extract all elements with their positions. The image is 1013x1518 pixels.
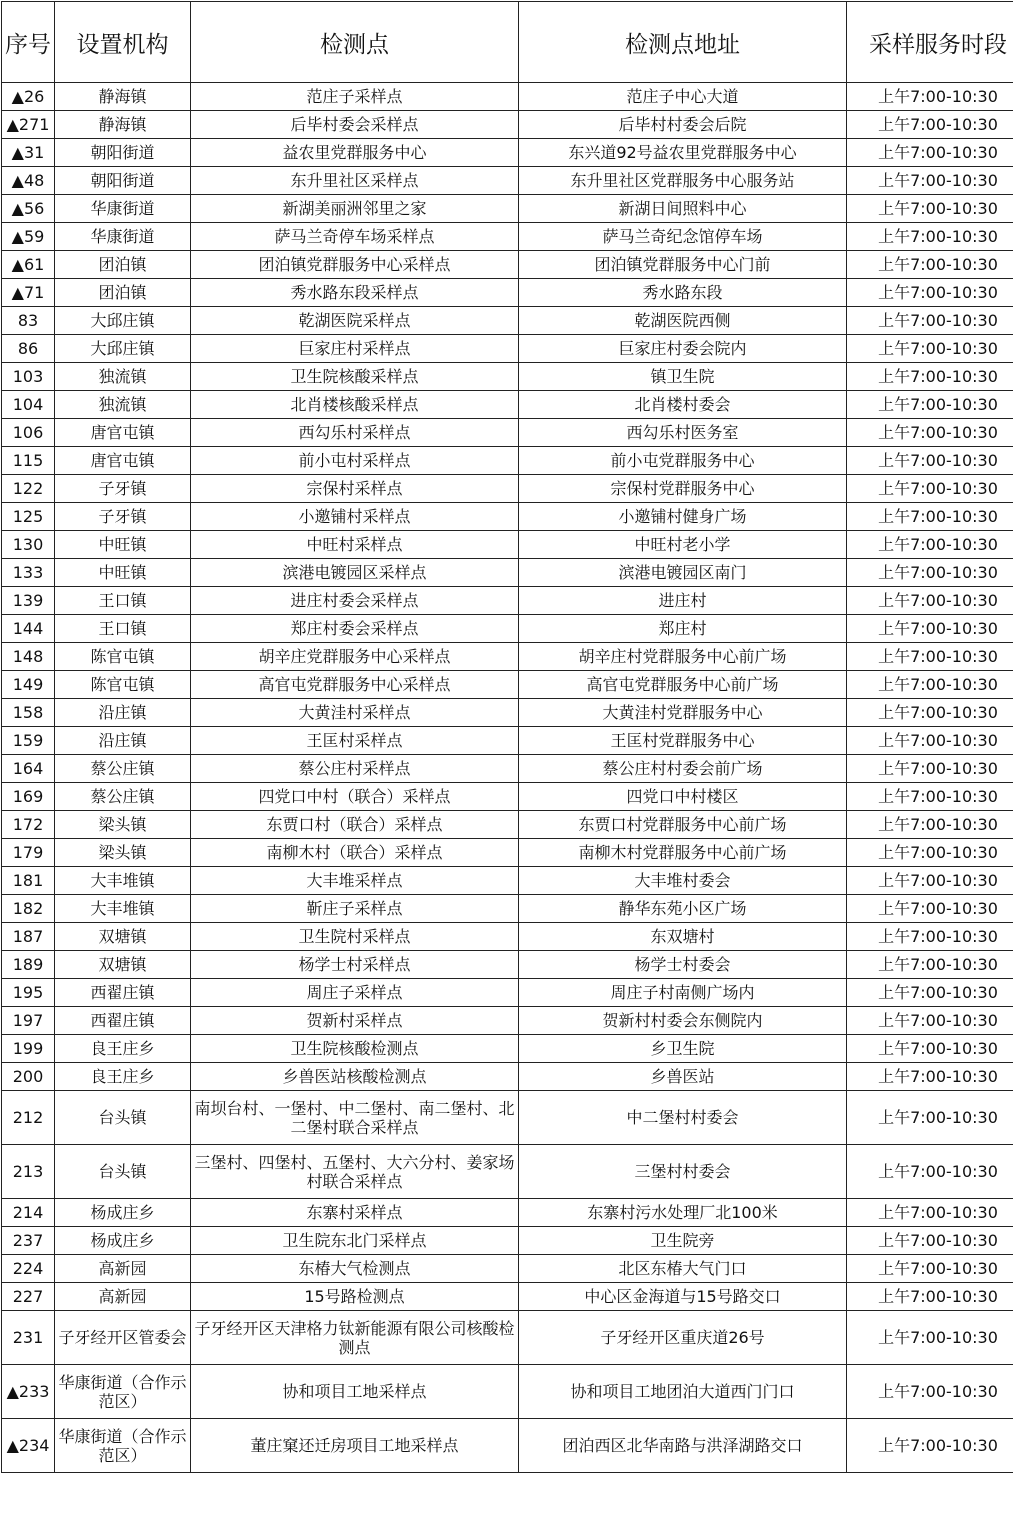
cell-site: 贺新村采样点 [191, 1007, 519, 1035]
cell-site: 乡兽医站核酸检测点 [191, 1063, 519, 1091]
cell-index: 103 [2, 363, 55, 391]
cell-address: 西勾乐村医务室 [519, 419, 847, 447]
table-row [2, 559, 1013, 587]
table-row [2, 727, 1013, 755]
cell-address: 镇卫生院 [519, 363, 847, 391]
cell-index: 189 [2, 951, 55, 979]
table-row [2, 979, 1013, 1007]
table-row [2, 1063, 1013, 1091]
cell-address: 静华东苑小区广场 [519, 895, 847, 923]
cell-address: 周庄子村南侧广场内 [519, 979, 847, 1007]
cell-site: 新湖美丽洲邻里之家 [191, 195, 519, 223]
cell-hours: 上午7:00-10:30 [847, 335, 1013, 363]
table-row [2, 391, 1013, 419]
cell-org: 团泊镇 [55, 279, 191, 307]
cell-address: 杨学士村委会 [519, 951, 847, 979]
cell-index: ▲48 [2, 167, 55, 195]
cell-index: 214 [2, 1199, 55, 1227]
cell-site: 协和项目工地采样点 [191, 1365, 519, 1419]
cell-hours: 上午7:00-10:30 [847, 1419, 1013, 1473]
cell-site: 周庄子采样点 [191, 979, 519, 1007]
cell-address: 乡卫生院 [519, 1035, 847, 1063]
cell-org: 朝阳街道 [55, 167, 191, 195]
cell-address: 范庄子中心大道 [519, 83, 847, 111]
cell-address: 三堡村村委会 [519, 1145, 847, 1199]
cell-site: 进庄村委会采样点 [191, 587, 519, 615]
table-row [2, 1091, 1013, 1145]
cell-hours: 上午7:00-10:30 [847, 839, 1013, 867]
cell-site: 卫生院核酸采样点 [191, 363, 519, 391]
cell-org: 子牙经开区管委会 [55, 1311, 191, 1365]
cell-hours: 上午7:00-10:30 [847, 139, 1013, 167]
cell-hours: 上午7:00-10:30 [847, 1283, 1013, 1311]
cell-index: 104 [2, 391, 55, 419]
cell-hours: 上午7:00-10:30 [847, 1035, 1013, 1063]
cell-site: 靳庄子采样点 [191, 895, 519, 923]
cell-index: 182 [2, 895, 55, 923]
header-site: 检测点 [191, 2, 519, 83]
cell-org: 王口镇 [55, 615, 191, 643]
cell-address: 宗保村党群服务中心 [519, 475, 847, 503]
cell-org: 唐官屯镇 [55, 447, 191, 475]
cell-index: 130 [2, 531, 55, 559]
cell-site: 董庄窠还迁房项目工地采样点 [191, 1419, 519, 1473]
cell-site: 东升里社区采样点 [191, 167, 519, 195]
cell-org: 杨成庄乡 [55, 1199, 191, 1227]
table-row [2, 167, 1013, 195]
cell-hours: 上午7:00-10:30 [847, 1145, 1013, 1199]
cell-org: 王口镇 [55, 587, 191, 615]
table-row [2, 279, 1013, 307]
cell-site: 滨港电镀园区采样点 [191, 559, 519, 587]
table-row [2, 811, 1013, 839]
header-hours: 采样服务时段 [847, 2, 1013, 83]
table-row [2, 643, 1013, 671]
cell-hours: 上午7:00-10:30 [847, 447, 1013, 475]
cell-org: 静海镇 [55, 111, 191, 139]
cell-address: 大黄洼村党群服务中心 [519, 699, 847, 727]
cell-index: 164 [2, 755, 55, 783]
cell-hours: 上午7:00-10:30 [847, 167, 1013, 195]
cell-address: 大丰堆村委会 [519, 867, 847, 895]
cell-org: 华康街道（合作示范区） [55, 1419, 191, 1473]
cell-hours: 上午7:00-10:30 [847, 279, 1013, 307]
cell-hours: 上午7:00-10:30 [847, 755, 1013, 783]
cell-address: 北区东椿大气门口 [519, 1255, 847, 1283]
cell-org: 团泊镇 [55, 251, 191, 279]
table-row [2, 307, 1013, 335]
cell-hours: 上午7:00-10:30 [847, 195, 1013, 223]
cell-org: 梁头镇 [55, 811, 191, 839]
cell-site: 15号路检测点 [191, 1283, 519, 1311]
cell-hours: 上午7:00-10:30 [847, 643, 1013, 671]
cell-org: 良王庄乡 [55, 1035, 191, 1063]
cell-site: 郑庄村委会采样点 [191, 615, 519, 643]
cell-site: 三堡村、四堡村、五堡村、大六分村、姜家场村联合采样点 [191, 1145, 519, 1199]
cell-hours: 上午7:00-10:30 [847, 1227, 1013, 1255]
table-row [2, 587, 1013, 615]
cell-address: 乾湖医院西侧 [519, 307, 847, 335]
cell-hours: 上午7:00-10:30 [847, 895, 1013, 923]
cell-index: 86 [2, 335, 55, 363]
table-row [2, 503, 1013, 531]
cell-org: 台头镇 [55, 1145, 191, 1199]
cell-address: 秀水路东段 [519, 279, 847, 307]
cell-site: 卫生院村采样点 [191, 923, 519, 951]
table-row [2, 1035, 1013, 1063]
cell-hours: 上午7:00-10:30 [847, 503, 1013, 531]
table-row [2, 783, 1013, 811]
cell-index: ▲31 [2, 139, 55, 167]
cell-index: 106 [2, 419, 55, 447]
cell-site: 宗保村采样点 [191, 475, 519, 503]
cell-index: ▲56 [2, 195, 55, 223]
cell-site: 蔡公庄村采样点 [191, 755, 519, 783]
cell-hours: 上午7:00-10:30 [847, 1063, 1013, 1091]
cell-address: 郑庄村 [519, 615, 847, 643]
cell-hours: 上午7:00-10:30 [847, 727, 1013, 755]
cell-address: 四党口中村楼区 [519, 783, 847, 811]
cell-address: 高官屯党群服务中心前广场 [519, 671, 847, 699]
cell-hours: 上午7:00-10:30 [847, 615, 1013, 643]
table-row [2, 335, 1013, 363]
table-row [2, 1365, 1013, 1419]
cell-address: 东升里社区党群服务中心服务站 [519, 167, 847, 195]
cell-hours: 上午7:00-10:30 [847, 391, 1013, 419]
cell-org: 西翟庄镇 [55, 979, 191, 1007]
cell-site: 王匡村采样点 [191, 727, 519, 755]
cell-address: 中心区金海道与15号路交口 [519, 1283, 847, 1311]
cell-site: 东贾口村（联合）采样点 [191, 811, 519, 839]
table-row [2, 951, 1013, 979]
table-row [2, 1419, 1013, 1473]
cell-site: 后毕村委会采样点 [191, 111, 519, 139]
cell-hours: 上午7:00-10:30 [847, 867, 1013, 895]
cell-site: 萨马兰奇停车场采样点 [191, 223, 519, 251]
cell-address: 卫生院旁 [519, 1227, 847, 1255]
cell-address: 协和项目工地团泊大道西门门口 [519, 1365, 847, 1419]
cell-hours: 上午7:00-10:30 [847, 1007, 1013, 1035]
cell-org: 梁头镇 [55, 839, 191, 867]
cell-index: 83 [2, 307, 55, 335]
cell-index: 159 [2, 727, 55, 755]
cell-org: 子牙镇 [55, 475, 191, 503]
cell-org: 良王庄乡 [55, 1063, 191, 1091]
table-row [2, 363, 1013, 391]
cell-site: 四党口中村（联合）采样点 [191, 783, 519, 811]
cell-hours: 上午7:00-10:30 [847, 251, 1013, 279]
cell-org: 华康街道 [55, 195, 191, 223]
cell-index: 237 [2, 1227, 55, 1255]
cell-index: 169 [2, 783, 55, 811]
cell-site: 大黄洼村采样点 [191, 699, 519, 727]
cell-org: 华康街道（合作示范区） [55, 1365, 191, 1419]
table-row [2, 111, 1013, 139]
cell-hours: 上午7:00-10:30 [847, 531, 1013, 559]
cell-site: 团泊镇党群服务中心采样点 [191, 251, 519, 279]
table-row [2, 699, 1013, 727]
cell-site: 前小屯村采样点 [191, 447, 519, 475]
table-row [2, 839, 1013, 867]
table-row [2, 531, 1013, 559]
table-row [2, 895, 1013, 923]
cell-org: 大邱庄镇 [55, 335, 191, 363]
cell-address: 贺新村村委会东侧院内 [519, 1007, 847, 1035]
cell-index: ▲71 [2, 279, 55, 307]
table-row [2, 671, 1013, 699]
cell-site: 秀水路东段采样点 [191, 279, 519, 307]
cell-index: ▲26 [2, 83, 55, 111]
cell-site: 卫生院东北门采样点 [191, 1227, 519, 1255]
cell-hours: 上午7:00-10:30 [847, 419, 1013, 447]
cell-org: 陈官屯镇 [55, 671, 191, 699]
cell-site: 益农里党群服务中心 [191, 139, 519, 167]
cell-hours: 上午7:00-10:30 [847, 1091, 1013, 1145]
cell-address: 巨家庄村委会院内 [519, 335, 847, 363]
table-row [2, 195, 1013, 223]
cell-index: 148 [2, 643, 55, 671]
cell-hours: 上午7:00-10:30 [847, 1311, 1013, 1365]
cell-org: 蔡公庄镇 [55, 755, 191, 783]
cell-org: 大丰堆镇 [55, 867, 191, 895]
cell-org: 大丰堆镇 [55, 895, 191, 923]
cell-org: 高新园 [55, 1283, 191, 1311]
cell-hours: 上午7:00-10:30 [847, 699, 1013, 727]
cell-address: 蔡公庄村村委会前广场 [519, 755, 847, 783]
table-row [2, 475, 1013, 503]
table-row [2, 223, 1013, 251]
cell-hours: 上午7:00-10:30 [847, 307, 1013, 335]
cell-org: 西翟庄镇 [55, 1007, 191, 1035]
table-row [2, 1311, 1013, 1365]
cell-address: 中旺村老小学 [519, 531, 847, 559]
header-org: 设置机构 [55, 2, 191, 83]
cell-site: 卫生院核酸检测点 [191, 1035, 519, 1063]
cell-hours: 上午7:00-10:30 [847, 951, 1013, 979]
cell-address: 东贾口村党群服务中心前广场 [519, 811, 847, 839]
cell-site: 高官屯党群服务中心采样点 [191, 671, 519, 699]
cell-index: 212 [2, 1091, 55, 1145]
cell-index: 227 [2, 1283, 55, 1311]
cell-org: 大邱庄镇 [55, 307, 191, 335]
table-body [2, 83, 1013, 1473]
cell-org: 中旺镇 [55, 559, 191, 587]
cell-index: 115 [2, 447, 55, 475]
cell-site: 中旺村采样点 [191, 531, 519, 559]
cell-site: 大丰堆采样点 [191, 867, 519, 895]
cell-site: 巨家庄村采样点 [191, 335, 519, 363]
table-row [2, 419, 1013, 447]
cell-address: 团泊镇党群服务中心门前 [519, 251, 847, 279]
cell-org: 朝阳街道 [55, 139, 191, 167]
cell-hours: 上午7:00-10:30 [847, 1365, 1013, 1419]
table-row [2, 615, 1013, 643]
table-row [2, 923, 1013, 951]
cell-index: ▲271 [2, 111, 55, 139]
cell-address: 萨马兰奇纪念馆停车场 [519, 223, 847, 251]
cell-hours: 上午7:00-10:30 [847, 363, 1013, 391]
cell-index: ▲233 [2, 1365, 55, 1419]
cell-hours: 上午7:00-10:30 [847, 783, 1013, 811]
cell-site: 东寨村采样点 [191, 1199, 519, 1227]
cell-org: 唐官屯镇 [55, 419, 191, 447]
cell-site: 小邀铺村采样点 [191, 503, 519, 531]
cell-index: ▲59 [2, 223, 55, 251]
cell-index: 181 [2, 867, 55, 895]
cell-org: 双塘镇 [55, 923, 191, 951]
cell-address: 北肖楼村委会 [519, 391, 847, 419]
cell-index: 125 [2, 503, 55, 531]
table-row [2, 1283, 1013, 1311]
cell-index: 213 [2, 1145, 55, 1199]
cell-hours: 上午7:00-10:30 [847, 111, 1013, 139]
cell-index: 144 [2, 615, 55, 643]
cell-index: 195 [2, 979, 55, 1007]
cell-site: 北肖楼核酸采样点 [191, 391, 519, 419]
table-row [2, 139, 1013, 167]
cell-site: 东椿大气检测点 [191, 1255, 519, 1283]
cell-org: 子牙镇 [55, 503, 191, 531]
cell-hours: 上午7:00-10:30 [847, 1199, 1013, 1227]
cell-address: 新湖日间照料中心 [519, 195, 847, 223]
cell-hours: 上午7:00-10:30 [847, 923, 1013, 951]
cell-org: 双塘镇 [55, 951, 191, 979]
cell-index: 139 [2, 587, 55, 615]
cell-address: 前小屯党群服务中心 [519, 447, 847, 475]
cell-address: 中二堡村村委会 [519, 1091, 847, 1145]
cell-address: 滨港电镀园区南门 [519, 559, 847, 587]
table-row [2, 1227, 1013, 1255]
cell-site: 乾湖医院采样点 [191, 307, 519, 335]
cell-org: 陈官屯镇 [55, 643, 191, 671]
table-row [2, 251, 1013, 279]
cell-org: 华康街道 [55, 223, 191, 251]
cell-site: 胡辛庄党群服务中心采样点 [191, 643, 519, 671]
cell-index: 149 [2, 671, 55, 699]
cell-address: 乡兽医站 [519, 1063, 847, 1091]
cell-index: 199 [2, 1035, 55, 1063]
cell-org: 独流镇 [55, 391, 191, 419]
cell-org: 沿庄镇 [55, 699, 191, 727]
cell-address: 子牙经开区重庆道26号 [519, 1311, 847, 1365]
cell-hours: 上午7:00-10:30 [847, 671, 1013, 699]
cell-address: 东寨村污水处理厂北100米 [519, 1199, 847, 1227]
cell-address: 王匡村党群服务中心 [519, 727, 847, 755]
cell-address: 胡辛庄村党群服务中心前广场 [519, 643, 847, 671]
cell-address: 南柳木村党群服务中心前广场 [519, 839, 847, 867]
cell-index: 158 [2, 699, 55, 727]
cell-hours: 上午7:00-10:30 [847, 83, 1013, 111]
cell-site: 子牙经开区天津格力钛新能源有限公司核酸检测点 [191, 1311, 519, 1365]
table-row [2, 83, 1013, 111]
cell-index: 231 [2, 1311, 55, 1365]
cell-hours: 上午7:00-10:30 [847, 223, 1013, 251]
cell-hours: 上午7:00-10:30 [847, 1255, 1013, 1283]
table-row [2, 1255, 1013, 1283]
table-row [2, 1007, 1013, 1035]
cell-address: 东双塘村 [519, 923, 847, 951]
cell-hours: 上午7:00-10:30 [847, 979, 1013, 1007]
cell-hours: 上午7:00-10:30 [847, 559, 1013, 587]
cell-site: 杨学士村采样点 [191, 951, 519, 979]
cell-hours: 上午7:00-10:30 [847, 587, 1013, 615]
cell-site: 南柳木村（联合）采样点 [191, 839, 519, 867]
cell-site: 西勾乐村采样点 [191, 419, 519, 447]
cell-address: 团泊西区北华南路与洪泽湖路交口 [519, 1419, 847, 1473]
cell-hours: 上午7:00-10:30 [847, 475, 1013, 503]
cell-org: 独流镇 [55, 363, 191, 391]
cell-index: 179 [2, 839, 55, 867]
cell-hours: 上午7:00-10:30 [847, 811, 1013, 839]
cell-index: 122 [2, 475, 55, 503]
table-row [2, 1199, 1013, 1227]
cell-index: 133 [2, 559, 55, 587]
cell-index: 187 [2, 923, 55, 951]
cell-site: 范庄子采样点 [191, 83, 519, 111]
cell-org: 静海镇 [55, 83, 191, 111]
cell-index: 197 [2, 1007, 55, 1035]
cell-address: 东兴道92号益农里党群服务中心 [519, 139, 847, 167]
table-row [2, 447, 1013, 475]
testing-sites-table [1, 1, 1013, 1473]
cell-index: 172 [2, 811, 55, 839]
cell-index: 224 [2, 1255, 55, 1283]
header-address: 检测点地址 [519, 2, 847, 83]
table-row [2, 1145, 1013, 1199]
cell-org: 杨成庄乡 [55, 1227, 191, 1255]
table-row [2, 867, 1013, 895]
cell-address: 后毕村村委会后院 [519, 111, 847, 139]
cell-org: 沿庄镇 [55, 727, 191, 755]
header-row [2, 2, 1013, 83]
cell-org: 台头镇 [55, 1091, 191, 1145]
cell-org: 中旺镇 [55, 531, 191, 559]
cell-address: 进庄村 [519, 587, 847, 615]
table-row [2, 755, 1013, 783]
cell-index: ▲234 [2, 1419, 55, 1473]
cell-address: 小邀铺村健身广场 [519, 503, 847, 531]
cell-site: 南坝台村、一堡村、中二堡村、南二堡村、北二堡村联合采样点 [191, 1091, 519, 1145]
cell-index: ▲61 [2, 251, 55, 279]
cell-org: 蔡公庄镇 [55, 783, 191, 811]
cell-org: 高新园 [55, 1255, 191, 1283]
cell-index: 200 [2, 1063, 55, 1091]
header-index: 序号 [2, 2, 55, 83]
